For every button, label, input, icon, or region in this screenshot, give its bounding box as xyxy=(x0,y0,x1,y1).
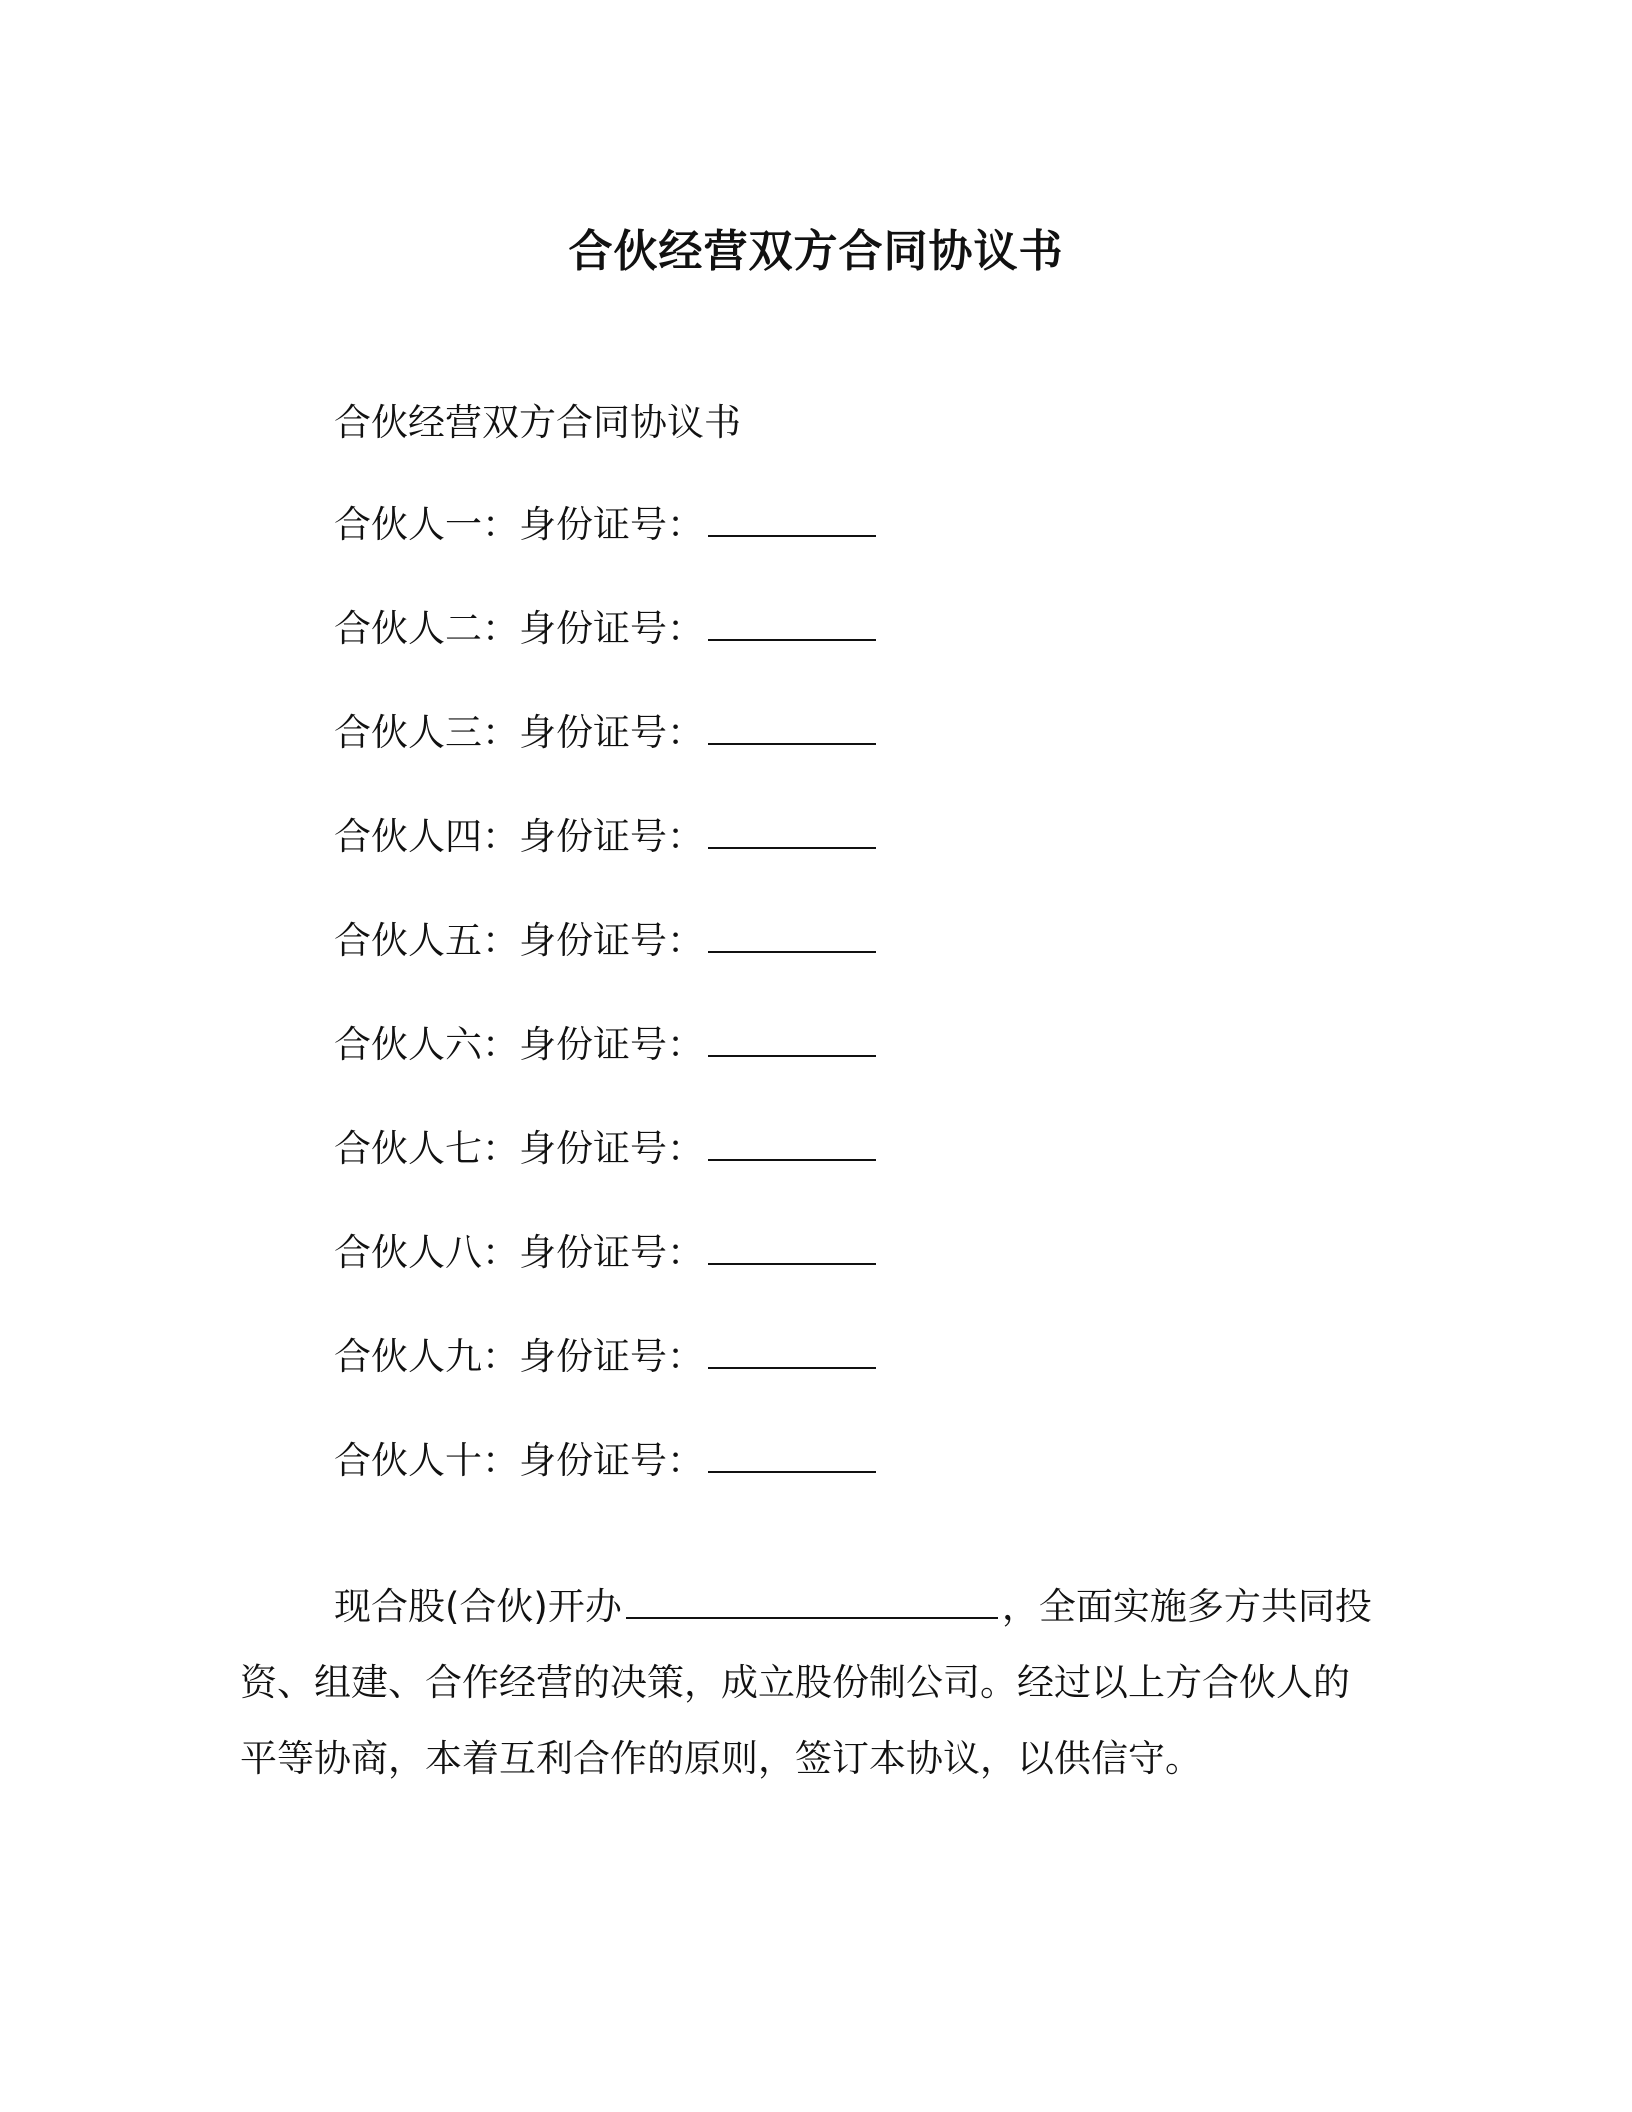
partner-row xyxy=(334,1020,876,1124)
id-number-blank xyxy=(708,709,876,745)
business-name-blank xyxy=(626,1583,998,1619)
partner-row xyxy=(334,1228,876,1332)
partner-label: 合伙人十： xyxy=(334,1439,519,1482)
id-number-label: 身份证号： xyxy=(519,1439,704,1482)
id-number-blank xyxy=(708,1437,876,1473)
partner-row xyxy=(334,500,876,604)
partner-label: 合伙人八： xyxy=(334,1231,519,1274)
id-number-blank xyxy=(708,1333,876,1369)
id-number-label: 身份证号： xyxy=(519,1335,704,1378)
partner-label: 合伙人七： xyxy=(334,1127,519,1170)
paragraph-text-before-blank: 现合股(合伙)开办 xyxy=(334,1585,622,1628)
partner-label: 合伙人六： xyxy=(334,1023,519,1066)
partner-list xyxy=(334,500,876,1540)
id-number-label: 身份证号： xyxy=(519,815,704,858)
id-number-blank xyxy=(708,605,876,641)
partner-label: 合伙人一： xyxy=(334,503,519,546)
id-number-label: 身份证号： xyxy=(519,1231,704,1274)
partner-label: 合伙人三： xyxy=(334,711,519,754)
partner-row xyxy=(334,916,876,1020)
document-subtitle: 合伙经营双方合同协议书 xyxy=(334,401,741,444)
partner-label: 合伙人四： xyxy=(334,815,519,858)
id-number-label: 身份证号： xyxy=(519,503,704,546)
id-number-label: 身份证号： xyxy=(519,607,704,650)
partner-row xyxy=(334,1124,876,1228)
id-number-blank xyxy=(708,917,876,953)
id-number-label: 身份证号： xyxy=(519,1127,704,1170)
partner-row xyxy=(334,708,876,812)
id-number-blank xyxy=(708,1125,876,1161)
id-number-blank xyxy=(708,1229,876,1265)
id-number-label: 身份证号： xyxy=(519,919,704,962)
partner-row xyxy=(334,1332,876,1436)
partner-label: 合伙人二： xyxy=(334,607,519,650)
id-number-blank xyxy=(708,1021,876,1057)
partner-row xyxy=(334,812,876,916)
partner-label: 合伙人五： xyxy=(334,919,519,962)
page-title: 合伙经营双方合同协议书 xyxy=(568,226,1064,277)
id-number-label: 身份证号： xyxy=(519,1023,704,1066)
agreement-paragraph xyxy=(240,1569,1380,1797)
partner-row xyxy=(334,604,876,708)
id-number-label: 身份证号： xyxy=(519,711,704,754)
partner-row xyxy=(334,1436,876,1540)
id-number-blank xyxy=(708,813,876,849)
id-number-blank xyxy=(708,501,876,537)
paragraph-text-after-blank: ，全面实施多方共同投资、组建、合作经营的决策，成立股份制公司。经过以上方合伙人的平等协商，本着互利合作的原则，签订本协议，以供信守。 xyxy=(240,1585,1372,1780)
partner-label: 合伙人九： xyxy=(334,1335,519,1378)
